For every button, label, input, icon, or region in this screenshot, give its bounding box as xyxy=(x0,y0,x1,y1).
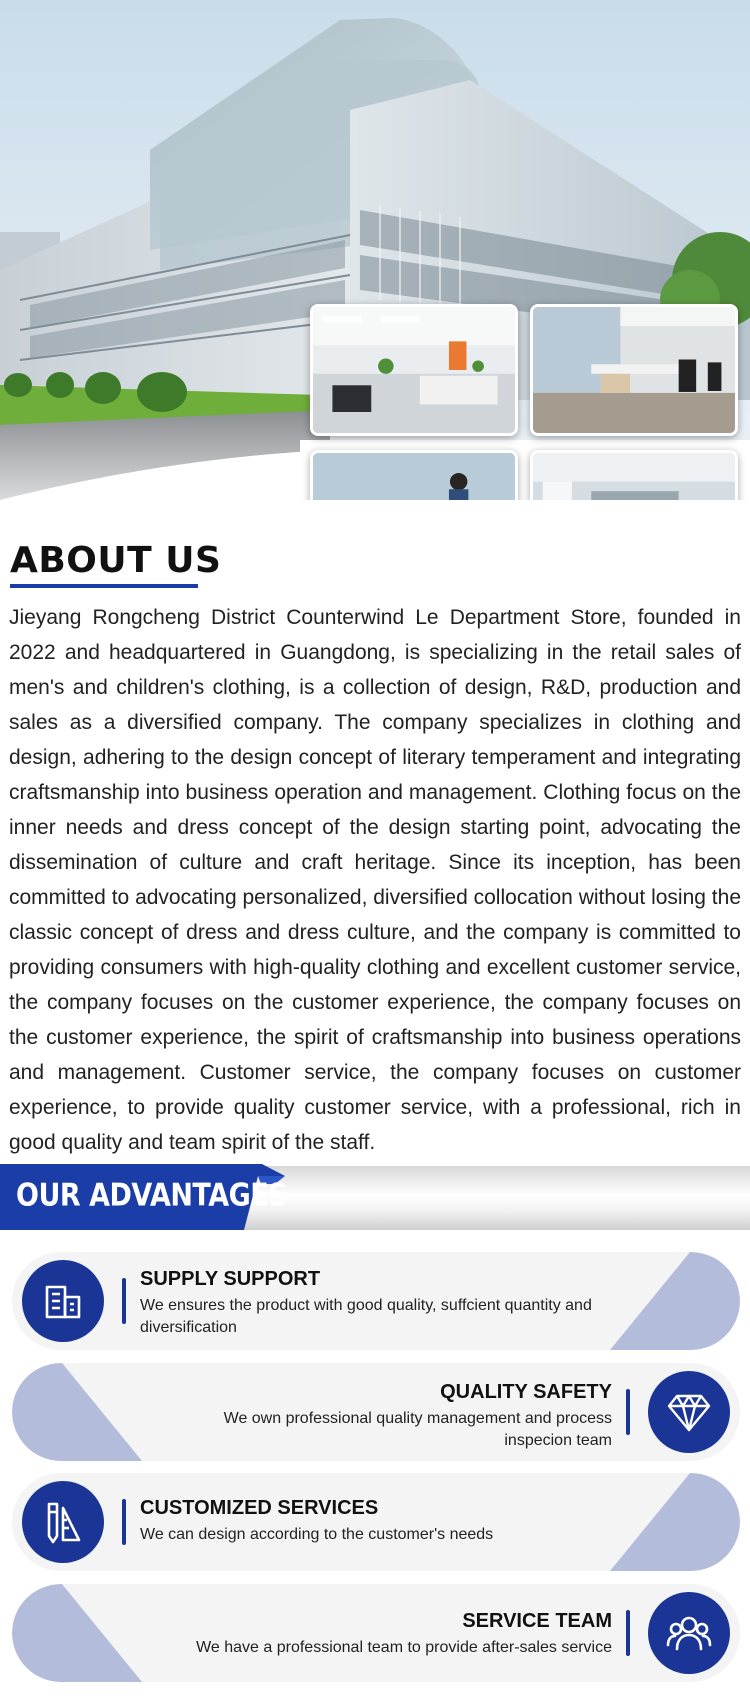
about-us-text: Jieyang Rongcheng District Counterwind Le Department Store, founded in 2022 and headquartered in Guangdong, is specializing in the retail sales of men's and children's clothing, is a collection of design, R&D, production and sales as a diversified company. The company specializes in clothing and design, adhering to the design concept of literary temperament and integrating craftsmanship into business operation and management. Clothing focus on the inner needs and dress concept of the design starting point, advocating the dissemination of culture and craft heritage. Since its inception, has been committed to advocating personalized, diversified collocation without losing the classic concept of dress and dress culture, and the company is committed to providing consumers with high-quality clothing and excellent customer service, the company focuses on the customer experience, the company focuses on the customer experience, the spirit of craftsmanship into business operations and management. Customer service, the company focuses on customer experience, to provide quality customer service, with a professional, rich in good quality and team spirit of the staff. xyxy=(9,606,741,1154)
accent-line xyxy=(122,1499,126,1545)
building-icon xyxy=(22,1260,104,1342)
card-desc-line: We ensures the product with good quality, suffcient quantity and xyxy=(140,1297,592,1314)
card-desc-line: We have a professional team to provide after-sales service xyxy=(196,1639,612,1656)
about-us-heading: ABOUT US xyxy=(10,540,222,581)
card-title: SERVICE TEAM xyxy=(462,1610,612,1632)
accent-line xyxy=(626,1389,630,1435)
decor-shape xyxy=(570,1252,740,1350)
decor-shape xyxy=(12,1363,182,1461)
factory-floor-photo xyxy=(530,450,738,500)
accent-line xyxy=(626,1610,630,1656)
diamond-icon xyxy=(648,1371,730,1453)
advantage-card-service-team xyxy=(12,1584,740,1682)
advantage-card-customized-services xyxy=(12,1473,740,1571)
card-desc-line: We can design according to the customer's needs xyxy=(140,1526,494,1543)
hero-banner xyxy=(0,0,750,500)
card-desc-line: We own professional quality management and process xyxy=(223,1410,612,1427)
design-tools-icon xyxy=(22,1481,104,1563)
advantage-card-supply-support xyxy=(12,1252,740,1350)
office-photo-2 xyxy=(530,304,738,436)
card-title: CUSTOMIZED SERVICES xyxy=(140,1497,379,1519)
card-title: SUPPLY SUPPORT xyxy=(140,1268,321,1290)
decor-shape xyxy=(570,1473,740,1571)
card-desc-line: inspecion team xyxy=(504,1432,612,1449)
card-title: QUALITY SAFETY xyxy=(440,1381,612,1403)
decor-shape xyxy=(12,1584,182,1682)
card-desc-line: diversification xyxy=(140,1319,237,1336)
team-icon xyxy=(648,1592,730,1674)
accent-line xyxy=(122,1278,126,1324)
meeting-photo xyxy=(310,450,518,500)
advantage-card-quality-safety xyxy=(12,1363,740,1461)
about-us-underline xyxy=(10,584,198,588)
advantages-heading: OUR ADVANTAGES xyxy=(16,1178,288,1214)
office-photo-1 xyxy=(310,304,518,436)
